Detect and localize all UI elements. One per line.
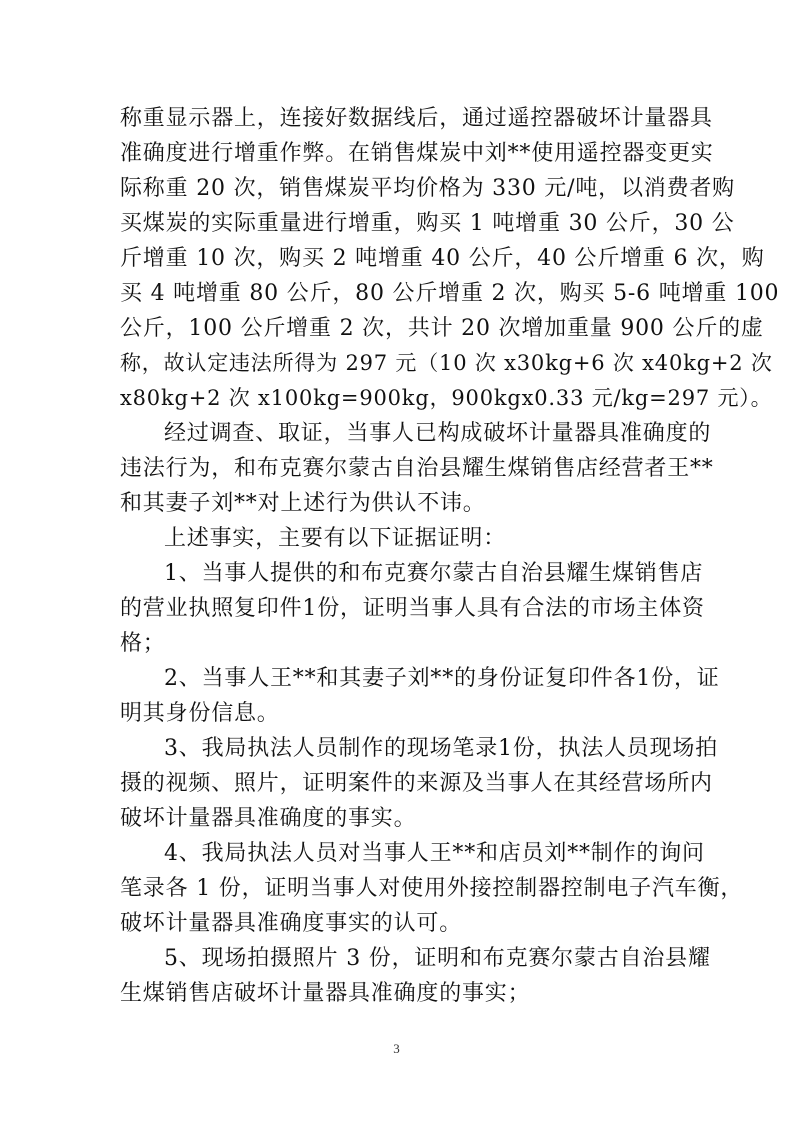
body-text-line: 格；	[120, 631, 166, 656]
body-text-line: 称重显示器上，连接好数据线后，通过遥控器破坏计量器具	[120, 106, 713, 131]
body-text-line: 破坏计量器具准确度的事实。	[120, 806, 417, 831]
body-text-line: 生煤销售店破坏计量器具准确度的事实；	[120, 981, 531, 1006]
evidence-item-5: 5、现场拍摄照片 3 份，证明和布克赛尔蒙古自治县耀	[164, 946, 711, 971]
evidence-heading: 上述事实，主要有以下证据证明：	[164, 526, 507, 551]
body-text-line: 准确度进行增重作弊。在销售煤炭中刘**使用遥控器变更实	[120, 141, 714, 166]
body-text-line: 际称重 20 次，销售煤炭平均价格为 330 元/吨，以消费者购	[120, 176, 735, 201]
evidence-item-2: 2、当事人王**和其妻子刘**的身份证复印件各1份，证	[164, 666, 720, 691]
body-text-line: 买 4 吨增重 80 公斤，80 公斤增重 2 次，购买 5-6 吨增重 100	[120, 281, 780, 306]
body-text-line: 称，故认定违法所得为 297 元（10 次 x30kg+6 次 x40kg+2 次	[120, 351, 773, 375]
paragraph-line: 经过调查、取证，当事人已构成破坏计量器具准确度的	[164, 421, 712, 446]
body-text-line: 的营业执照复印件1份，证明当事人具有合法的市场主体资	[120, 596, 705, 621]
body-text-line: x80kg+2 次 x100kg=900kg，900kgx0.33 元/kg=297 元）。	[120, 386, 773, 410]
body-text-line: 和其妻子刘**对上述行为供认不讳。	[120, 491, 486, 516]
page-number: 3	[393, 1041, 400, 1056]
evidence-item-4: 4、我局执法人员对当事人王**和店员刘**制作的询问	[164, 841, 705, 866]
body-text-line: 公斤，100 公斤增重 2 次，共计 20 次增加重量 900 公斤的虚	[120, 316, 764, 341]
body-text-line: 破坏计量器具准确度事实的认可。	[120, 911, 463, 936]
evidence-item-3: 3、我局执法人员制作的现场笔录1份，执法人员现场拍	[164, 736, 718, 761]
body-text-line: 笔录各 1 份，证明当事人对使用外接控制器控制电子汽车衡，	[120, 876, 744, 901]
evidence-item-1: 1、当事人提供的和布克赛尔蒙古自治县耀生煤销售店	[164, 561, 704, 586]
body-text-line: 违法行为，和布克赛尔蒙古自治县耀生煤销售店经营者王**	[120, 456, 714, 481]
body-text-line: 斤增重 10 次，购买 2 吨增重 40 公斤，40 公斤增重 6 次，购	[120, 246, 765, 271]
body-text-line: 摄的视频、照片，证明案件的来源及当事人在其经营场所内	[120, 771, 713, 796]
body-text-line: 买煤炭的实际重量进行增重，购买 1 吨增重 30 公斤，30 公	[120, 211, 735, 236]
body-text-line: 明其身份信息。	[120, 701, 280, 726]
